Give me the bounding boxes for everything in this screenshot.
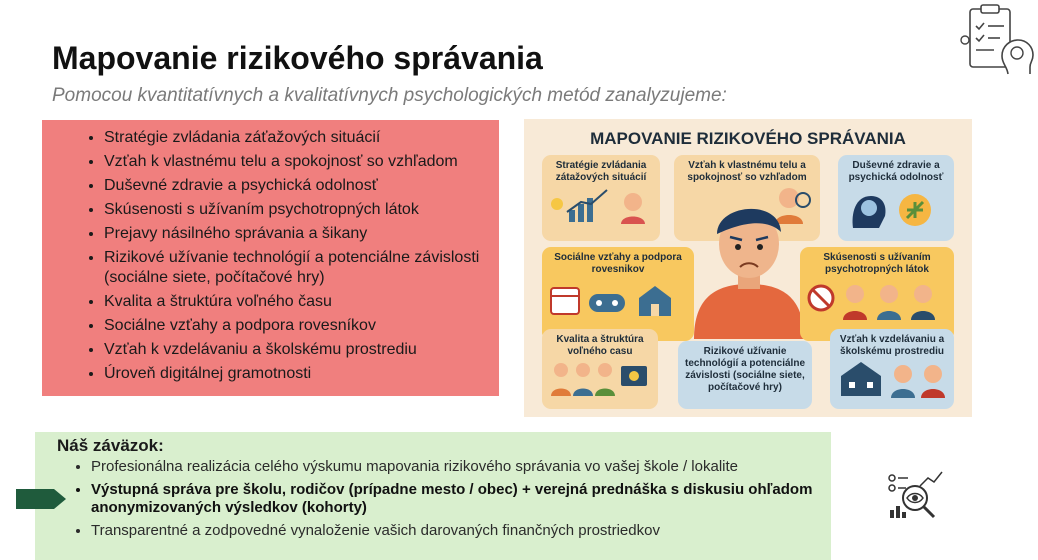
panel-coping: [542, 155, 660, 241]
commitment-box: [35, 432, 831, 560]
risk-item: • Kvalita a štruktúra voľného času: [104, 292, 499, 312]
panel-mental-label: Duševné zdravie a psychická odolnosť: [848, 160, 944, 183]
risk-item: • Vzťah k vzdelávaniu a školskému prostrediu: [104, 340, 499, 360]
panel-coping-label: Stratégie zvládania zátažových situácií: [555, 160, 647, 183]
page-title: Mapovanie rizikového správania: [52, 40, 543, 76]
panel-substances: [800, 247, 954, 341]
commitment-item: • Profesionálna realizácia celého výskumu mapovania rizikového správania vo vašej škole / lokalite: [91, 458, 861, 476]
panel-leisure: [542, 329, 658, 409]
risk-item: • Prejavy násilného správania a šikany: [104, 224, 499, 244]
risk-item: • Sociálne vzťahy a podpora rovesníkov: [104, 316, 499, 336]
commitment-list: [61, 458, 861, 545]
risk-item: • Duševné zdravie a psychická odolnosť: [104, 176, 499, 196]
worried-boy-illustration: [684, 189, 814, 339]
social-activities-icon: [547, 276, 689, 320]
arrow-tag-icon: [16, 489, 66, 509]
risk-item: • Úroveň digitálnej gramotnosti: [104, 364, 499, 384]
panel-social-label: Sociálne vzťahy a podpora rovesnikov: [554, 252, 682, 275]
risk-item: • Rizikové užívanie technológií a potenciálne závislosti (sociálne siete, počítačové hry): [104, 248, 499, 288]
commitment-heading: Náš záväzok:: [57, 436, 164, 455]
panel-mental-health: [838, 155, 954, 241]
panel-substances-label: Skúsenosti s užívaním psychotropných látok: [823, 252, 931, 275]
page-subtitle: Pomocou kvantitatívnych a kvalitatívnych psychologických metód zanalyzujeme:: [52, 85, 727, 106]
infographic-title: MAPOVANIE RIZIKOVÉHO SPRÁVANIA: [590, 129, 906, 148]
risk-topics-box: [42, 120, 499, 396]
risk-item: • Stratégie zvládania záťažových situácií: [104, 128, 499, 148]
growth-chart-icon: [547, 184, 655, 224]
risk-item: • Vzťah k vlastnému telu a spokojnosť so vzhľadom: [104, 152, 499, 172]
friends-laptop-icon: [547, 358, 653, 396]
research-analysis-icon: [886, 470, 946, 522]
panel-body-label: Vzťah k vlastnému telu a spokojnosť so vzhľadom: [687, 160, 807, 183]
school-building-icon: [835, 358, 949, 398]
commitment-item-highlight: • Výstupná správa pre školu, rodičov (prípadne mesto / obec) + verejná prednáška s diskusiu ohľadom anonymizovaných výsledkov (kohorty): [91, 481, 861, 517]
risk-mapping-infographic: [524, 119, 972, 417]
risk-topics-list: [42, 128, 499, 384]
panel-social-relations: [542, 247, 694, 341]
panel-tech-label: Rizikové užívanie technológií a potenciálne závislosti (sociálne siete, počítačové hry): [684, 346, 805, 393]
panel-technology: [678, 341, 812, 409]
clipboard-psychology-icon: [960, 4, 1036, 78]
commitment-item: • Transparentné a zodpovedné vynaloženie vašich darovaných finančných prostriedkov: [91, 522, 861, 540]
panel-school: [830, 329, 954, 409]
risk-item: • Skúsenosti s užívaním psychotropných látok: [104, 200, 499, 220]
peer-pressure-icon: [805, 276, 949, 320]
brain-head-icon: [843, 184, 949, 230]
panel-school-label: Vzťah k vzdelávaniu a školskému prostrediu: [839, 334, 945, 357]
panel-leisure-label: Kvalita a štruktúra voľného casu: [556, 334, 644, 357]
